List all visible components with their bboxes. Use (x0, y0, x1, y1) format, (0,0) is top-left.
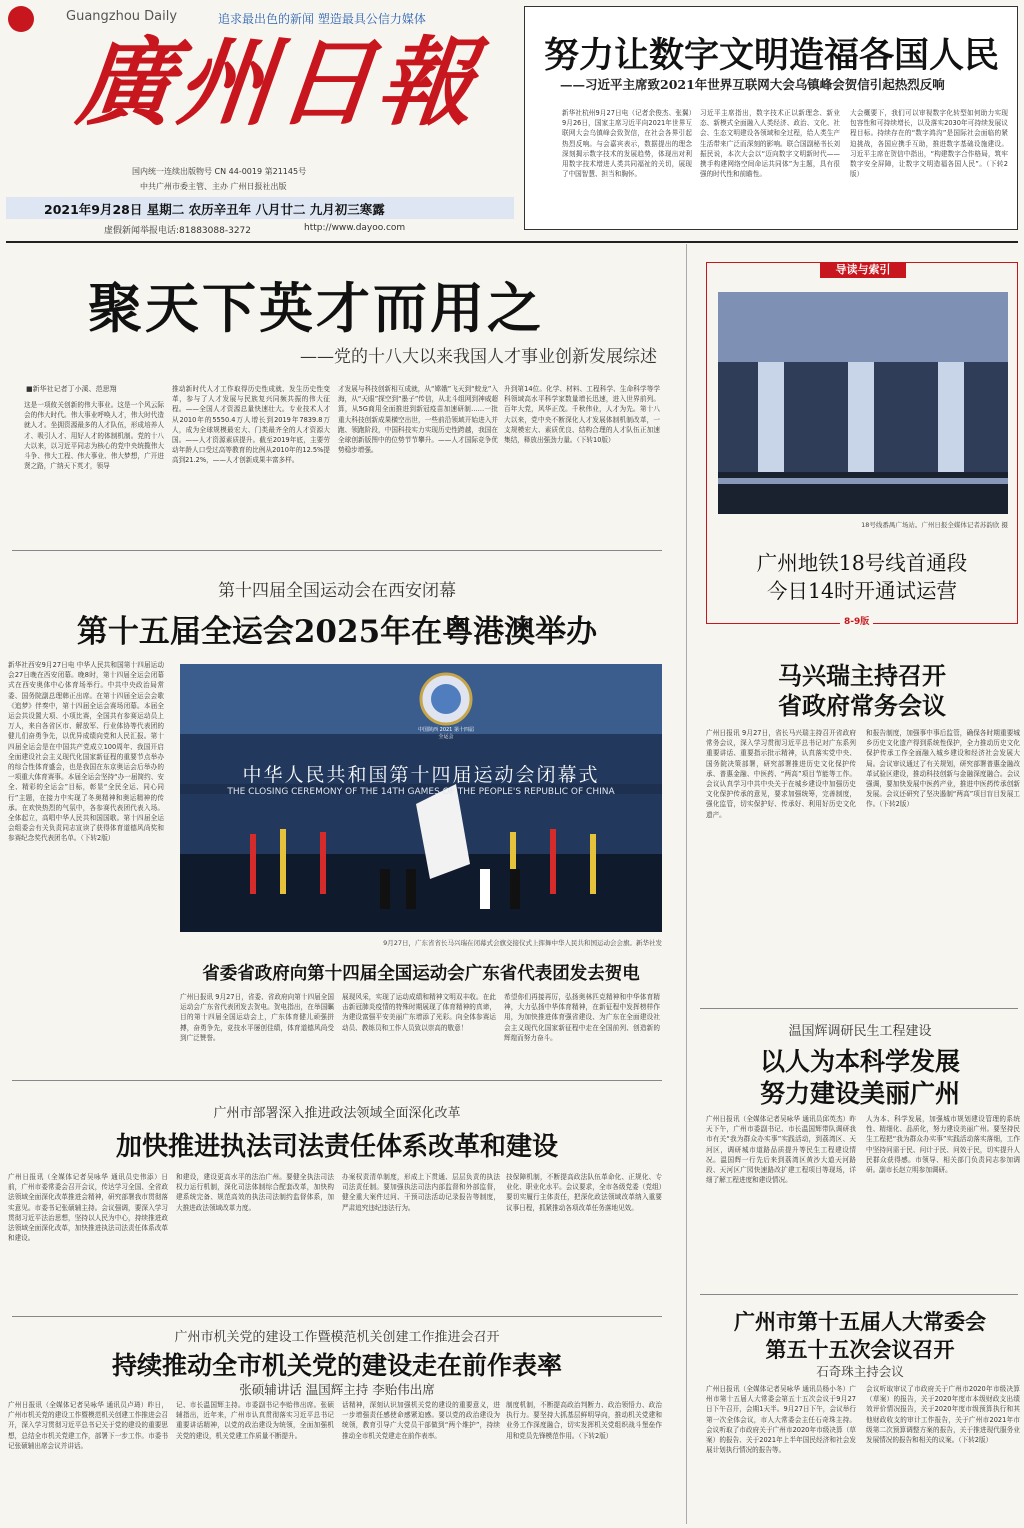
metro-station-illustration (718, 292, 1008, 514)
photo-banner-en: THE CLOSING CEREMONY OF THE 14TH GAMES OF THE PEOPLE'S REPUBLIC OF CHINA (227, 787, 615, 797)
metro-station-photo[interactable] (718, 292, 1008, 514)
ma-title-line-2[interactable]: 省政府常务会议 (778, 691, 946, 720)
sports-photo-caption: 9月27日，广东省省长马兴瑞在闭幕式会旗交接仪式上挥舞中华人民共和国运动会会旗。新华社发 (383, 939, 662, 947)
lead-story-column-4: 升到第14位。化学、材料、工程科学、生命科学等学科领域高水平科学家数量增长迅速，进入世界前列。百年大党，风华正茂。千秋伟业，人才为先。第十八大以来，党中央不断深化人才发展体制机制改革，一支规模宏大、素质优良、结构合理的人才队伍正加速集结，释放出强劲力量。（下转10版） (504, 385, 660, 445)
section-rule (12, 550, 662, 551)
slogan: 追求最出色的新闻 塑造最具公信力媒体 (218, 12, 426, 26)
masthead-rule (6, 241, 1018, 243)
law-column-3: 办案权责清单制度，形成上下贯通、层层负责的执法司法责任制。要加强执法司法内部监督和外部监督，健全重大案件过问、干预司法活动记录报告等制度，严肃追究违纪违法行为。 (342, 1173, 500, 1212)
npc-column-1: 广州日报讯（全媒体记者吴咏华 通讯员杨小冬）广州市第十五届人大常委会第五十五次会议于9月27日下午召开，会期1天半。9月27日下午，会议举行第一次全体会议，市人大常委会主任石奇珠主持。会议听取了市政府关于广州市2020年市级决算（草案）的报告、关于2021年上半年国民经济和社会发展计划执行情况的报告等。 (706, 1385, 856, 1455)
lead-story-column-3: 才发展与科技创新相互成就，从“嫦娥”飞天到“蛟龙”入海，从“天眼”探空到“墨子”传信，从北斗组网到神威超算，从5G商用全面推进到新冠疫苗加速研制……一批重大科技创新成果横空出世，一些前沿领域开始进入并跑、领跑阶段，中国科技实力实现历史性跨越，我国在全球创新版图中的位势节节攀升。——人才国际竞争优势稳步增强。 (338, 385, 498, 455)
congrats-column-3: 希望你们再接再厉，弘扬奥林匹克精神和中华体育精神，大力弘扬中华体育精神，在新征程中发挥榜样作用，为加快推进体育强省建设、为广东在全面建设社会主义现代化国家新征程中走在全国前列、创造新的辉煌而努力奋斗。 (504, 993, 660, 1042)
sports-title[interactable]: 第十五届全运会2025年在粤港澳举办 (76, 614, 598, 650)
ma-title-line-1[interactable]: 马兴瑞主持召开 (778, 661, 946, 690)
index-label: 导读与索引 (820, 262, 906, 278)
wen-title-line-1[interactable]: 以人为本科学发展 (759, 1047, 960, 1076)
photo-banner-cn: 中华人民共和国第十四届运动会闭幕式 (242, 764, 600, 786)
party-attribution: 张硕辅讲话 温国辉主持 李贻伟出席 (239, 1382, 435, 1397)
section-rule-3 (12, 1316, 662, 1317)
law-title[interactable]: 加快推进执法司法责任体系改革和建设 (115, 1132, 558, 1162)
law-kicker: 广州市部署深入推进政法领域全面深化改革 (213, 1106, 461, 1121)
npc-title-line-1[interactable]: 广州市第十五届人大常委会 (734, 1309, 986, 1334)
wen-title-line-2[interactable]: 努力建设美丽广州 (759, 1079, 960, 1108)
party-column-4: 制度机制，不断提高政治判断力、政治领悟力、政治执行力。要坚持大抓基层鲜明导向，推动机关党建和业务工作深度融合，切实发挥机关党组织战斗堡垒作用和党员先锋模范作用。（下转2版） (506, 1401, 662, 1440)
party-column-3: 话精神，深刻认识加强机关党的建设的重要意义，进一步增强责任感使命感紧迫感。要以党的政治建设为统领，教育引导广大党员干部做到“两个维护”，持续推动全市机关党建走在前作表率。 (342, 1401, 500, 1440)
newspaper-logo-icon (8, 6, 34, 32)
party-title[interactable]: 持续推动全市机关党的建设走在前作表率 (111, 1351, 562, 1380)
lead-story-subtitle: ——党的十八大以来我国人才事业创新发展综述 (300, 347, 657, 367)
metro-page-ref[interactable]: 8-9版 (840, 614, 873, 627)
publisher: 中共广州市委主管、主办 广州日报社出版 (140, 182, 287, 191)
masthead-title: 廣州日報 (72, 26, 484, 139)
law-column-2: 和建设，建设更高水平的法治广州。要健全执法司法权力运行机制，深化司法体制综合配套改革，加快构建系统完备、规范高效的执法司法制约监督体系，加大推进政法领域改革力度。 (176, 1173, 334, 1212)
closing-ceremony-photo[interactable] (180, 664, 662, 932)
lead-story-title[interactable]: 聚天下英才而用之 (88, 276, 544, 340)
party-column-1: 广州日报讯（全媒体记者吴咏华 通讯员卢琦）昨日，广州市机关党的建设工作暨模范机关创建工作推进会召开，深入学习贯彻习近平总书记关于党的建设的重要思想，总结全市机关党建工作，部署下一步工作。市委书记张硕辅出席会议并讲话。 (8, 1401, 168, 1450)
congrats-column-2: 展现风采，实现了运动成绩和精神文明双丰收。在此击新冠肺炎疫情的特殊时期展现了体育精神的真谛，为建设富强平安美丽广东增添了光彩。向全体参赛运动员、教练员和工作人员致以崇高的敬意！ (342, 993, 496, 1032)
closing-ceremony-illustration (180, 664, 662, 932)
npc-attribution: 石奇珠主持会议 (816, 1364, 904, 1379)
date-line: 2021年9月28日 星期二 农历辛丑年 八月廿二 九月初三寒露 (44, 202, 385, 217)
law-column-1: 广州日报讯（全媒体记者吴咏华 通讯员史伟添）日前，广州市委常委会召开会议，传达学习全国、全省政法领域全面深化改革推进会精神，研究部署我市贯彻落实意见。市委书记张硕辅主持。会议强调，要深入学习贯彻习近平法治思想，坚持以人民为中心，持续推进政法领域全面深化改革，加快推进执法司法责任体系改革和建设。 (8, 1173, 168, 1243)
metro-title-line-2[interactable]: 今日14时开通试运营 (766, 579, 958, 603)
party-kicker: 广州市机关党的建设工作暨模范机关创建工作推进会召开 (174, 1330, 500, 1345)
congrats-title[interactable]: 省委省政府向第十四届全国运动会广东省代表团发去贺电 (202, 964, 640, 984)
ma-column-2: 和报告制度，加强事中事后监管，确保各时期重要城乡历史文化遗产得到系统性保护，全力推动历史文化保护传承工作全面融入城乡建设和经济社会发展大局。会议审议通过了有关规划，研究部署普惠金融改革试验区建设，推动科技创新与金融深度融合。会议强调，要加快发展中医药产业，推进中医药传承创新发展。会议还研究了坚决遏制“两高”项目盲目发展工作。（下转2版） (866, 729, 1020, 809)
right-rule-2 (700, 1294, 1018, 1295)
top-story-column-3: 大会概要下，我们可以审视数字化转型如何助力实现包容性和可持续增长，以及落实2030年可持续发展议程目标。持续存在的“数字鸿沟”是国际社会面临的紧迫挑战，各国应携手互助，推进数字基础设施建设。习近平主席在贺信中指出，“构建数字合作格局，筑牢数字安全屏障，让数字文明造福各国人民”。（下转2版） (850, 109, 1008, 179)
hotline: 虚假新闻举报电话:81883088-3272 (104, 226, 251, 236)
english-name: Guangzhou Daily (66, 9, 178, 24)
ma-column-1: 广州日报讯 9月27日，省长马兴瑞主持召开省政府常务会议，深入学习贯彻习近平总书记对广东系列重要讲话、重要指示批示精神，认真落实党中央、国务院决策部署，研究部署推进历史文化保护传承、普惠金融、中医药、“两高”项目节能等工作。会议认真学习中共中央关于在城乡建设中加强历史文化保护传承的意见，要求加强统筹，完善制度，强化监管，切实保护好、传承好、利用好历史文化遗产。 (706, 729, 856, 819)
sports-lead-text: 新华社西安9月27日电 中华人民共和国第十四届运动会27日晚在西安闭幕。晚8时，第十四届全运会闭幕式在西安奥体中心体育场举行。中共中央政治局常委、国务院副总理韩正出席。在第十四届全运会会歌《追梦》伴奏中，第十四届全运会赛场闭幕。本届全运会共设置大项、小项比赛，全国共有参赛运动员上万人，来自各省区市、解放军、行业体协等代表团的健儿们奋勇争先，以优异成绩向党和人民汇报。第十四届全运会是在中国共产党成立100周年、我国开启全面建设社会主义现代化国家新征程的重要节点举办的综合性体育盛会，也是我国在东京奥运会后举办的一项重大体育赛事。本届全运会坚持“办一届简约、安全、精彩的全运会”目标，彰显“全民全运、同心同行”主题，在接力中实现了冬奥精神和奥运精神的传承。在欢快热烈的气氛中，各参赛代表团代表入场。全体起立，高唱中华人民共和国国歌。第十四届全运会组委会有关负责同志宣读了获得体育道德风尚奖和参赛纪念奖代表团名单。（下转2版） (8, 661, 164, 843)
npc-column-2: 会议听取审议了市政府关于广州市2020年市级决算（草案）的报告，关于2020年度市本级财政支出绩效评价情况报告，关于2020年度市级预算执行和其他财政收支的审计工作报告，关于广州市2021年市级第二次预算调整方案的报告，关于推进现代服务业发展情况的报告和相关的议案。（下转2版） (866, 1385, 1020, 1445)
metro-photo-caption: 18号线番禺广场站。广州日报全媒体记者苏韵欣 摄 (861, 521, 1008, 529)
registration: 国内统一连续出版物号 CN 44-0019 第21145号 (132, 167, 307, 176)
lead-story-byline: ■新华社记者丁小溪、范思翔 (26, 385, 117, 393)
wen-kicker: 温国辉调研民生工程建设 (788, 1024, 932, 1039)
column-divider (686, 244, 687, 1524)
lead-story-column-1: 这是一项攸关创新的伟大事业。这是一个风云际会的伟大时代。伟大事业呼唤人才，伟大时代造就人才。坐拥资源最多的人才队伍，形成培养人才、吸引人才、用好人才的体制机制。党的十八大以来，以习近平同志为核心的党中央统揽伟大斗争、伟大工程、伟大事业、伟大梦想，广开进贤之路，广纳天下英才，领导 (24, 401, 164, 471)
metro-title-line-1[interactable]: 广州地铁18号线首通段 (756, 551, 968, 575)
top-story-subtitle: ——习近平主席致2021年世界互联网大会乌镇峰会贺信引起热烈反响 (560, 77, 945, 92)
sports-kicker: 第十四届全国运动会在西安闭幕 (218, 581, 456, 601)
law-column-4: 技保障机制，不断提高政法队伍革命化、正规化、专业化、职业化水平。会议要求，全市各级党委（党组）要切实履行主体责任，把深化政法领域改革纳入重要议事日程，抓紧推动各项改革任务落地见效。 (506, 1173, 662, 1212)
party-column-2: 记、市长温国辉主持。市委副书记李贻伟出席。张硕辅指出，近年来，广州市认真贯彻落实习近平总书记重要讲话精神，以党的政治建设为统领，全面加强机关党的建设，机关党建工作质量不断提升。 (176, 1401, 334, 1440)
right-rule-1 (700, 1008, 1018, 1009)
photo-logo-text: 中国陕西 2021 第十四届全运会 (418, 727, 474, 740)
wen-column-1: 广州日报讯（全媒体记者吴咏华 通讯员邱英杰）昨天下午，广州市委副书记、市长温国辉带队调研我市有关“我为群众办实事”实践活动，到荔湾区、天河区，调研城市道路品质提升等民生工程建设情况。温国辉一行先后来到荔湾区黄沙大道天河路段、天河区广园快速路改扩建工程项目等现场，详细了解工程进度和建设情况。 (706, 1115, 856, 1185)
lead-story-column-2: 推动新时代人才工作取得历史性成就、发生历史性变革，参与了人才发展与民族复兴同频共振的伟大征程。——全国人才资源总量快速壮大。专业技术人才从2010年的5550.4万人增长到2019年7839.8万人，成为全球规模最宏大、门类最齐全的人才资源大国。——人才资源素质提升。截至2019年底，主要劳动年龄人口受过高等教育的比例从2010年的12.5%提高到21.2%，——人才创新成果丰富多样。 (172, 385, 330, 465)
top-story-column-2: 习近平主席指出，数字技术正以新理念、新业态、新模式全面融入人类经济、政治、文化、社会、生态文明建设各领域和全过程，给人类生产生活带来广泛而深刻的影响。联合国副秘书长刘振民说，本次大会以“迈向数字文明新时代——携手构建网络空间命运共同体”为主题，具有很强的时代性和前瞻性。 (700, 109, 840, 179)
section-rule-2 (12, 1080, 662, 1081)
top-story-title[interactable]: 努力让数字文明造福各国人民 (544, 35, 1000, 76)
wen-column-2: 人为本、科学发展，加强城市规划建设管理的系统性、精细化、品质化，努力建设美丽广州。要坚持民生工程把“我为群众办实事”实践活动落实落细，工作中坚持问需于民、问计于民、问效于民，切实提升人民群众获得感。市领导、相关部门负责同志参加调研。副市长赵立明参加调研。 (866, 1115, 1020, 1175)
congrats-column-1: 广州日报讯 9月27日，省委、省政府向第十四届全国运动会广东省代表团发去贺电。贺电指出，在举国瞩目的第十四届全国运动会上，广东体育健儿顽强拼搏，奋勇争先，竞技水平屡创佳绩，体育道德风尚受到广泛赞誉。 (180, 993, 334, 1042)
website: http://www.dayoo.com (304, 223, 406, 233)
top-story-column-1: 新华社杭州9月27日电（记者余俊杰、张翼）9月26日，国家主席习近平向2021年世界互联网大会乌镇峰会致贺信，在社会各界引起热烈反响。与会嘉宾表示，数据提出的理念深刻揭示数字技术的发展趋势，体现出对利用数字技术增进人类共同福祉的关切，展现了中国智慧、担当和胸怀。 (562, 109, 692, 179)
npc-title-line-2[interactable]: 第五十五次会议召开 (765, 1337, 955, 1362)
